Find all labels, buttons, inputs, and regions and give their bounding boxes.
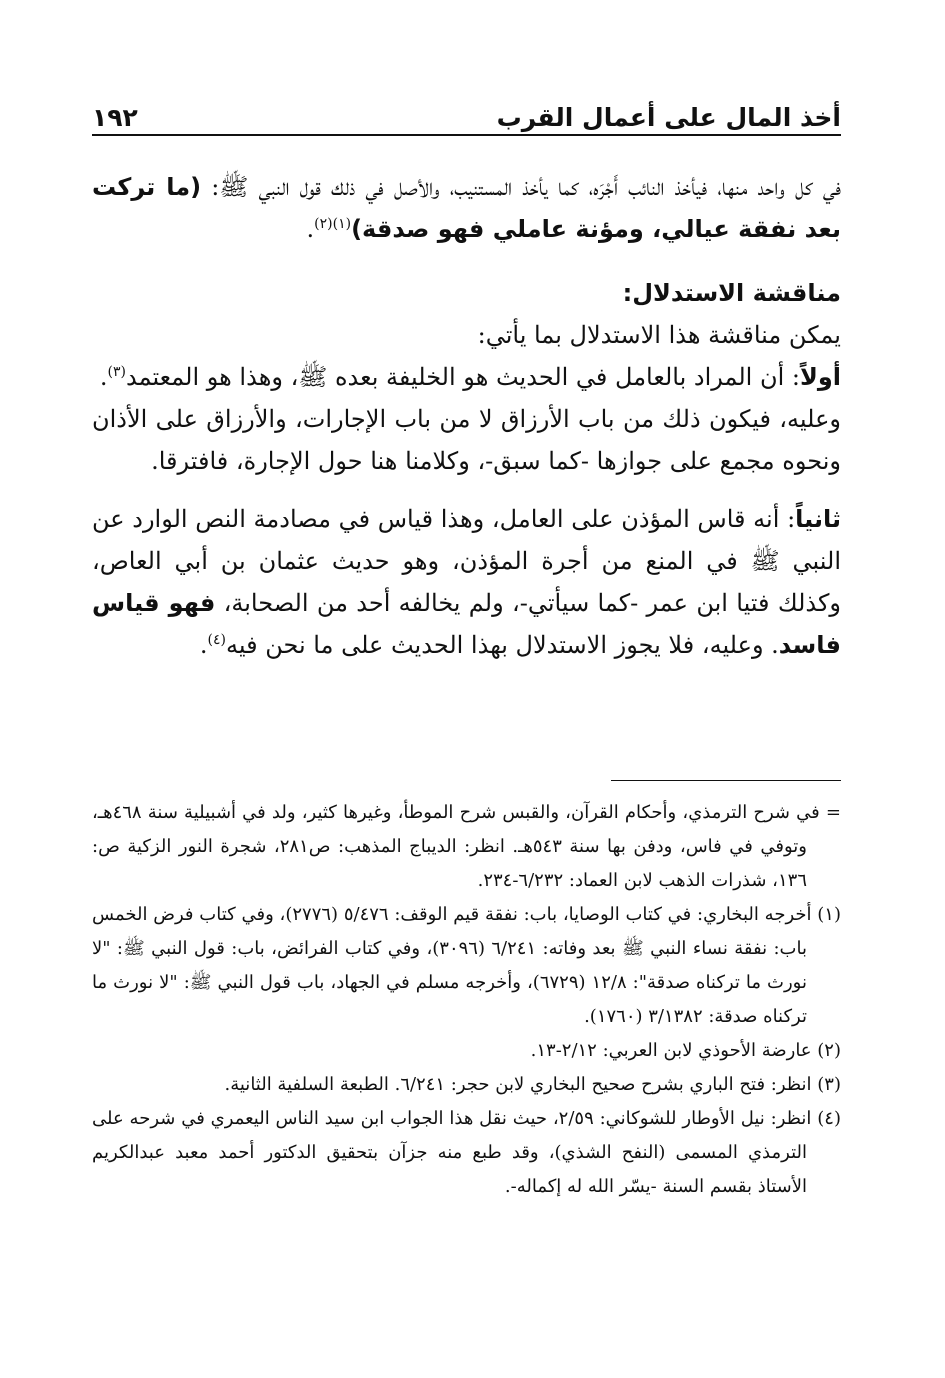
header-rule: [92, 134, 841, 136]
paragraph-5: ثانياً: أنه قاس المؤذن على العامل، وهذا قياس في مصادمة النص الوارد عن النبي ﷺ في المنع من أجرة المؤذن، وهو حديث عثمان بن أبي العاص، وكذلك فتيا ابن عمر -كما سيأتي-، ولم يخالفه أحد من الصحابة، فهو قياس فاسد. وعليه، فلا يجوز الاستدلال بهذا الحديث على ما نحن فيه$^{(٤)}$.: [92, 505, 841, 659]
footnote-3: (٣) انظر: فتح الباري بشرح صحيح البخاري لابن حجر: ٦/٢٤١. الطبعة السلفية الثانية.: [224, 1074, 841, 1095]
main-text: [92, 166, 841, 666]
footnote-1: (١) أخرجه البخاري: في كتاب الوصايا، باب: نفقة قيم الوقف: ٥/٤٧٦ (٢٧٧٦)، وفي كتاب فرض الخمس باب: نفقة نساء النبي ﷺ بعد وفاته: ٦/٢٤١ (٣٠٩٦)، وفي كتاب الفرائض، باب: قول النبي ﷺ: "لا نورث ما تركناه صدقة": ١٢/٨ (٦٧٢٩)، وأخرجه مسلم في الجهاد، باب قول النبي ﷺ: "لا نورث ما تركناه صدقة: ٣/١٣٨٢ (١٧٦٠).: [92, 904, 841, 1027]
footnote-2: (٢) عارضة الأحوذي لابن العربي: ٢/١٢-١٣.: [530, 1040, 841, 1061]
page-number: ١٩٢: [92, 103, 138, 132]
paragraph-4: وعليه، فيكون ذلك من باب الأرزاق لا من باب الإجارات، والأرزاق على الأذان ونحوه مجمع على جوازها -كما سبق-، وكلامنا هنا حول الإجارة، فافترقا.: [92, 405, 841, 475]
footnote-ref: (٣): [107, 364, 126, 380]
hadith-quote: (ما تركت بعد نفقة عيالي، ومؤنة عاملي فهو صدقة): [92, 173, 841, 243]
paragraph-2: يمكن مناقشة هذا الاستدلال بما يأتي:: [477, 321, 841, 349]
footnote-4: (٤) انظر: نيل الأوطار للشوكاني: ٢/٥٩، حيث نقل هذا الجواب ابن سيد الناس اليعمري في شرحه على الترمذي المسمى (النفح الشذي)، وقد طبع منه جزآن بتحقيق الدكتور أحمد معبد عبدالكريم الأستاذ بقسم السنة -يسّر الله له إكماله-.: [92, 1108, 841, 1197]
footnotes: [92, 796, 841, 1204]
footnote-ref: (١)(٢): [314, 216, 352, 232]
paragraph-1: في كل واحد منها، فيأخذ النائب أَجْرَه، كما يأخذ المستنيب، والأصل في ذلك قول النبي ﷺ: (ما تركت بعد نفقة عيالي، ومؤنة عاملي فهو صدقة)$^{(١)(٢)}$.: [92, 173, 841, 243]
running-header: [92, 92, 841, 132]
footnote-continuation: = في شرح الترمذي، وأحكام القرآن، والقبس شرح الموطأ، وغيرها كثير، ولد في أشبيلية سنة ٤٦٨هـ، وتوفي في فاس، ودفن بها سنة ٥٤٣هـ. انظر: الديباج المذهب: ص٢٨١، شجرة النور الزكية ص: ١٣٦، شذرات الذهب لابن العماد: ٦/٢٣٢-٢٣٤.: [92, 802, 841, 891]
paragraph-3: أولاً: أن المراد بالعامل في الحديث هو الخليفة بعده ﷺ، وهذا هو المعتمد$^{(٣)}$.: [99, 363, 841, 391]
footnote-separator: [611, 780, 841, 781]
running-title: أخذ المال على أعمال القرب: [496, 103, 841, 132]
footnote-ref: (٤): [207, 632, 226, 648]
section-heading: مناقشة الاستدلال:: [622, 279, 841, 307]
